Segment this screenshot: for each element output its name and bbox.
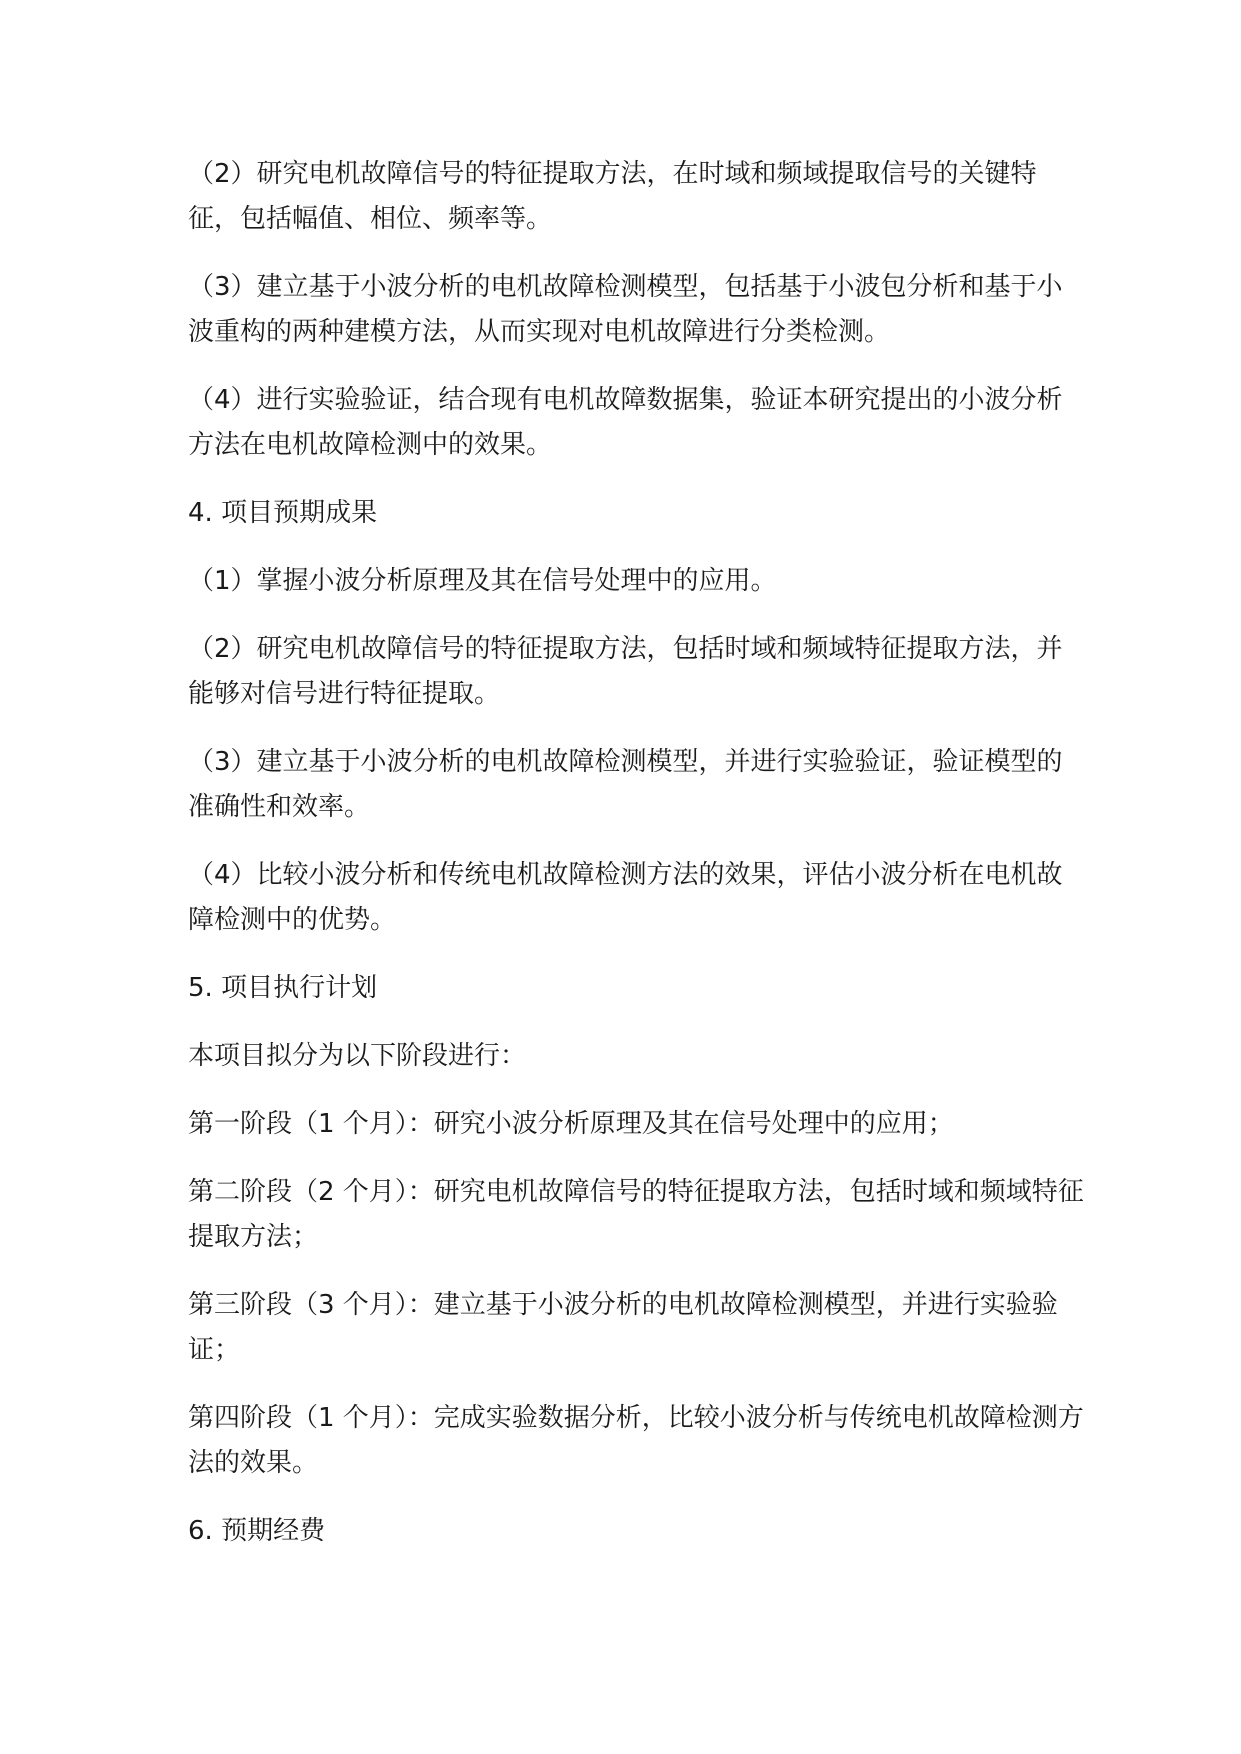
paragraph: （1）掌握小波分析原理及其在信号处理中的应用。 [188, 566, 777, 596]
paragraph: （2）研究电机故障信号的特征提取方法，在时域和频域提取信号的关键特征，包括幅值、相位、频率等。 [188, 159, 1037, 234]
paragraph: 第三阶段（3 个月）：建立基于小波分析的电机故障检测模型，并进行实验验证； [188, 1290, 1058, 1365]
section-heading: 6. 预期经费 [188, 1516, 326, 1546]
paragraph: 第四阶段（1 个月）：完成实验数据分析，比较小波分析与传统电机故障检测方法的效果。 [188, 1403, 1084, 1478]
section-heading: 4. 项目预期成果 [188, 498, 378, 528]
paragraph: （3）建立基于小波分析的电机故障检测模型，包括基于小波包分析和基于小波重构的两种建模方法，从而实现对电机故障进行分类检测。 [188, 272, 1063, 347]
paragraph: 本项目拟分为以下阶段进行： [188, 1041, 527, 1071]
paragraph: （2）研究电机故障信号的特征提取方法，包括时域和频域特征提取方法，并能够对信号进行特征提取。 [188, 634, 1063, 709]
paragraph: 第一阶段（1 个月）：研究小波分析原理及其在信号处理中的应用； [188, 1109, 954, 1139]
section-heading: 5. 项目执行计划 [188, 973, 378, 1003]
paragraph: 第二阶段（2 个月）：研究电机故障信号的特征提取方法，包括时域和频域特征提取方法； [188, 1177, 1084, 1252]
paragraph: （4）比较小波分析和传统电机故障检测方法的效果，评估小波分析在电机故障检测中的优势。 [188, 860, 1063, 935]
document-page [188, 152, 1088, 1577]
paragraph: （3）建立基于小波分析的电机故障检测模型，并进行实验验证，验证模型的准确性和效率。 [188, 747, 1063, 822]
paragraph: （4）进行实验验证，结合现有电机故障数据集，验证本研究提出的小波分析方法在电机故障检测中的效果。 [188, 385, 1063, 460]
